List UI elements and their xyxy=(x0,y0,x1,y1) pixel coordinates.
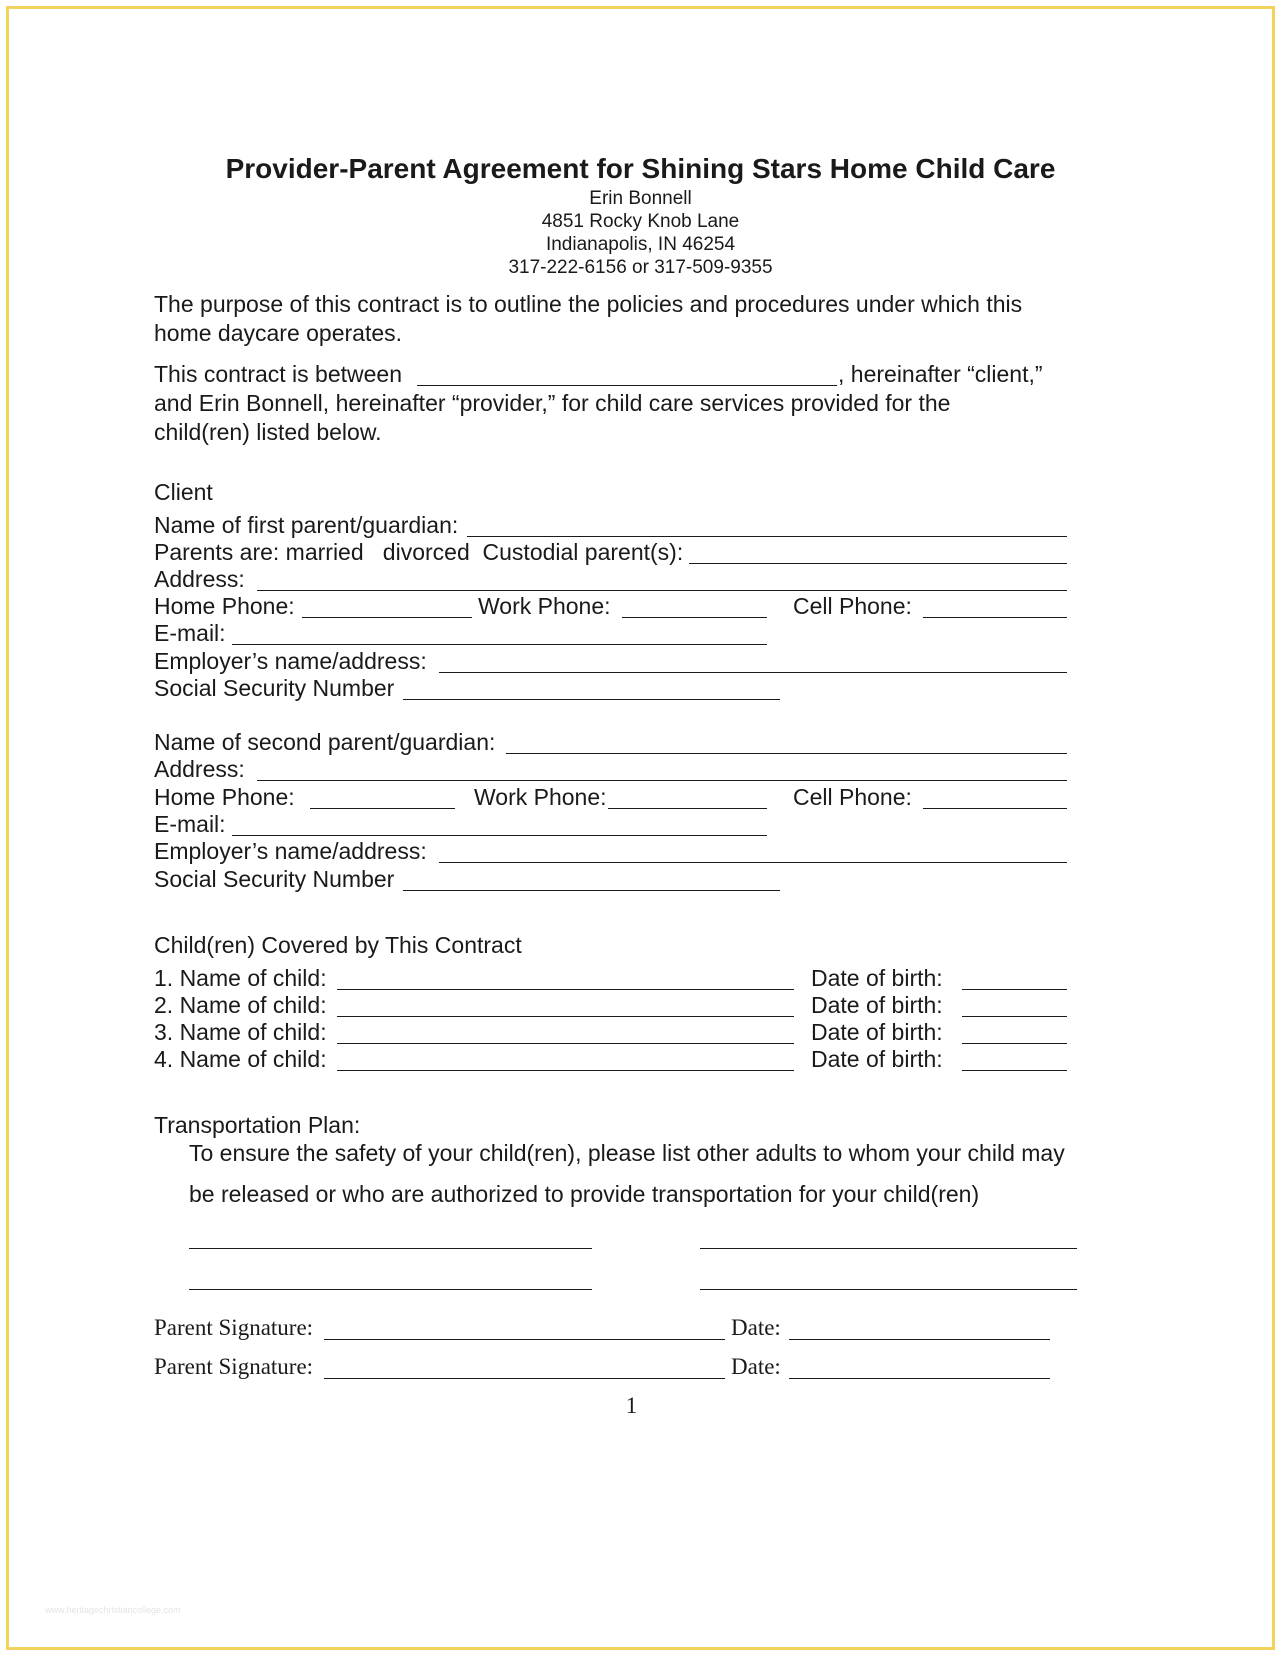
authorized-adult-blank[interactable] xyxy=(700,1248,1077,1249)
second-work-phone-label: Work Phone: xyxy=(474,784,607,810)
child-name-blank[interactable] xyxy=(337,1016,794,1017)
second-parent-name-blank[interactable] xyxy=(506,753,1067,754)
second-parent-address-blank[interactable] xyxy=(257,780,1067,781)
first-cell-phone-label: Cell Phone: xyxy=(793,593,912,619)
parent-signature-blank[interactable] xyxy=(324,1378,725,1379)
child-dob-blank[interactable] xyxy=(962,1070,1067,1071)
parent-signature-label: Parent Signature: xyxy=(154,1354,314,1379)
child-dob-label: Date of birth: xyxy=(811,1019,943,1045)
provider-name: Erin Bonnell xyxy=(589,188,692,209)
child-dob-blank[interactable] xyxy=(962,989,1067,990)
child-name-label: 2. Name of child: xyxy=(154,992,327,1018)
first-parent-name-label: Name of first parent/guardian: xyxy=(154,512,459,538)
first-work-phone-label: Work Phone: xyxy=(478,593,611,619)
child-name-label: 1. Name of child: xyxy=(154,965,327,991)
authorized-adult-blank[interactable] xyxy=(700,1289,1077,1290)
child-dob-blank[interactable] xyxy=(962,1043,1067,1044)
signature-date-label: Date: xyxy=(731,1315,781,1340)
second-employer-label: Employer’s name/address: xyxy=(154,838,427,864)
second-employer-blank[interactable] xyxy=(439,862,1067,863)
client-name-blank[interactable] xyxy=(417,385,837,386)
first-cell-phone-blank[interactable] xyxy=(923,617,1067,618)
parent-signature-blank[interactable] xyxy=(324,1339,725,1340)
child-name-blank[interactable] xyxy=(337,1043,794,1044)
second-cell-phone-blank[interactable] xyxy=(923,808,1067,809)
first-home-phone-label: Home Phone: xyxy=(154,593,295,619)
first-parent-address-blank[interactable] xyxy=(257,590,1067,591)
document-page xyxy=(6,6,1275,1650)
second-work-phone-blank[interactable] xyxy=(608,808,767,809)
first-parent-name-blank[interactable] xyxy=(467,536,1067,537)
child-name-blank[interactable] xyxy=(337,1070,794,1071)
child-name-label: 3. Name of child: xyxy=(154,1019,327,1045)
authorized-adult-blank[interactable] xyxy=(189,1289,592,1290)
second-parent-address-label: Address: xyxy=(154,756,245,782)
between-suffix: , hereinafter “client,” xyxy=(838,361,1043,387)
provider-street: 4851 Rocky Knob Lane xyxy=(541,211,740,232)
first-ssn-blank[interactable] xyxy=(403,699,780,700)
signature-date-blank[interactable] xyxy=(789,1339,1050,1340)
page-number: 1 xyxy=(625,1393,638,1418)
first-email-label: E-mail: xyxy=(154,620,226,646)
document-title: Provider-Parent Agreement for Shining Stars Home Child Care xyxy=(225,153,1056,184)
child-dob-label: Date of birth: xyxy=(811,1046,943,1072)
first-employer-blank[interactable] xyxy=(439,672,1067,673)
second-parent-name-label: Name of second parent/guardian: xyxy=(154,729,496,755)
first-employer-label: Employer’s name/address: xyxy=(154,648,427,674)
purpose-paragraph: The purpose of this contract is to outline the policies and procedures under which this home daycare operates. xyxy=(154,291,1023,346)
second-cell-phone-label: Cell Phone: xyxy=(793,784,912,810)
second-email-label: E-mail: xyxy=(154,811,226,837)
transport-text-2: be released or who are authorized to provide transportation for your child(ren) xyxy=(189,1181,980,1207)
transport-heading: Transportation Plan: xyxy=(154,1112,361,1138)
parents-status-label: Parents are: married divorced Custodial parent(s): xyxy=(154,539,684,565)
child-dob-blank[interactable] xyxy=(962,1016,1067,1017)
authorized-adult-blank[interactable] xyxy=(189,1248,592,1249)
second-email-blank[interactable] xyxy=(232,835,767,836)
signature-date-label: Date: xyxy=(731,1354,781,1379)
children-heading: Child(ren) Covered by This Contract xyxy=(154,932,522,958)
parent-signature-label: Parent Signature: xyxy=(154,1315,314,1340)
watermark: www.heritagechristiancollege.com xyxy=(45,1605,181,1615)
child-dob-label: Date of birth: xyxy=(811,992,943,1018)
between-prefix: This contract is between xyxy=(154,361,403,387)
client-heading: Client xyxy=(154,479,213,505)
second-ssn-blank[interactable] xyxy=(403,890,780,891)
first-email-blank[interactable] xyxy=(232,644,767,645)
between-rest: and Erin Bonnell, hereinafter “provider,” for child care services provided for the child(ren) listed below. xyxy=(154,390,951,445)
first-home-phone-blank[interactable] xyxy=(302,617,472,618)
first-ssn-label: Social Security Number xyxy=(154,675,395,701)
provider-city: Indianapolis, IN 46254 xyxy=(545,234,736,255)
child-name-label: 4. Name of child: xyxy=(154,1046,327,1072)
child-dob-label: Date of birth: xyxy=(811,965,943,991)
custodial-parent-blank[interactable] xyxy=(689,563,1067,564)
first-work-phone-blank[interactable] xyxy=(622,617,767,618)
provider-phones: 317-222-6156 or 317-509-9355 xyxy=(508,257,773,278)
second-home-phone-label: Home Phone: xyxy=(154,784,295,810)
signature-date-blank[interactable] xyxy=(789,1378,1050,1379)
child-name-blank[interactable] xyxy=(337,989,794,990)
transport-text-1: To ensure the safety of your child(ren), please list other adults to whom your child may xyxy=(189,1140,1065,1166)
second-home-phone-blank[interactable] xyxy=(310,808,455,809)
second-ssn-label: Social Security Number xyxy=(154,866,395,892)
first-parent-address-label: Address: xyxy=(154,566,245,592)
